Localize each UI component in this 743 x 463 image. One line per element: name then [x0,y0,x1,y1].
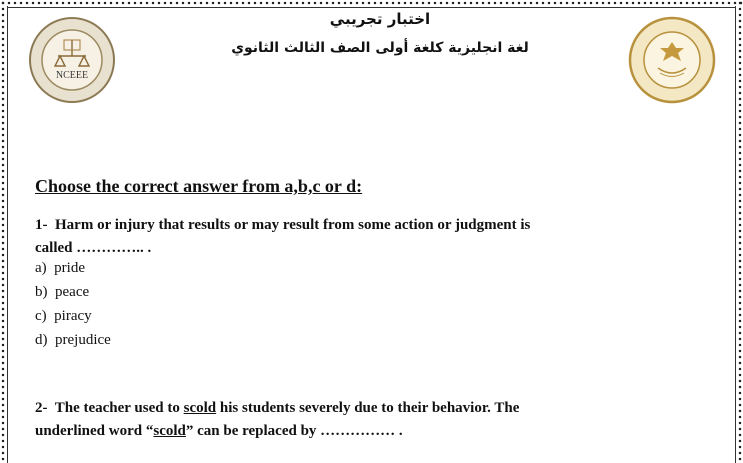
underlined-word-quoted: scold [153,423,186,439]
option-letter: a) [35,260,47,276]
ministry-eagle-seal-icon [628,16,716,104]
question-2-line2-after: ” can be replaced by …………… . [185,423,403,439]
option-letter: d) [35,332,48,348]
question-2-text-after: his students severely due to their behavior. The [216,400,520,416]
option-text: piracy [54,308,92,324]
inner-border-left [7,6,8,463]
question-2-text-before: The teacher used to [54,400,184,416]
option-letter: b) [35,284,48,300]
option-text: pride [54,260,85,276]
option-b[interactable] [35,281,89,303]
inner-border-right [735,6,736,463]
left-logo-text: NCEEE [55,70,89,81]
underlined-word: scold [183,400,217,416]
option-d[interactable] [35,329,111,351]
question-2-number: 2- [35,400,48,416]
exam-title: اختبار تجريبي [329,10,431,28]
inner-border-top [7,7,736,8]
question-2-line2-before: underlined word “ [35,423,154,439]
question-1 [35,214,715,260]
dotted-border-left [0,0,6,463]
nceee-seal-icon [28,16,116,104]
option-text: peace [55,284,90,300]
question-1-line1: Harm or injury that results or may result from some action or judgment is [55,217,531,233]
dotted-border-top [0,0,743,6]
question-1-number: 1- [35,217,48,233]
instruction-heading: Choose the correct answer from a,b,c or d: [35,176,363,196]
exam-subtitle: لغة انجليزية كلغة أولى الصف الثالث الثانوي [231,40,529,56]
option-text: prejudice [55,332,111,348]
option-c[interactable] [35,305,92,327]
dotted-border-right [737,0,743,463]
option-letter: c) [35,308,47,324]
question-2 [35,397,715,443]
question-1-line2: called ………….. . [35,240,152,256]
option-a[interactable] [35,257,85,279]
